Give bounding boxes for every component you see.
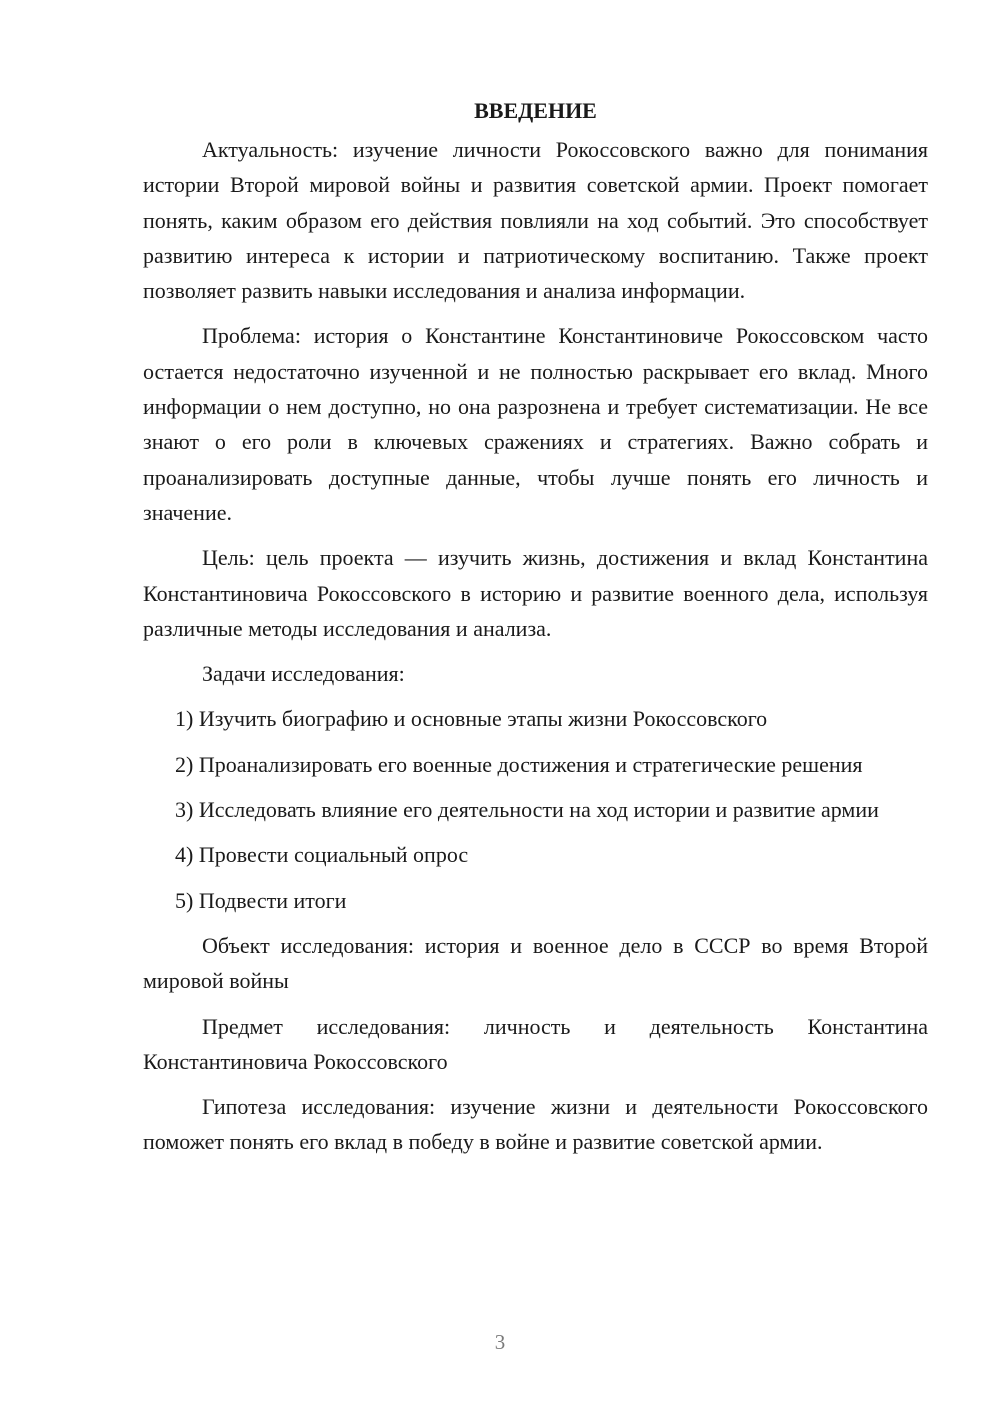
- paragraph-tasks-heading: Задачи исследования:: [202, 661, 405, 687]
- page-number: 3: [494, 1330, 506, 1354]
- paragraph-problem: Проблема: история о Константине Константиновиче Рокоссовском часто остается недостаточно изученной и не полностью раскрывает его вклад. Много информации о нем доступно, но она разрознена и требует систематизации. Не все знают о его роли в ключевых сражениях и стратегиях. Важно собрать и проанализировать доступные данные, чтобы лучше понять его личность и значение.: [143, 323, 928, 525]
- task-item-2: 2) Проанализировать его военные достижения и стратегические решения: [175, 751, 863, 777]
- document-page: [143, 93, 928, 1170]
- paragraph-relevance: Актуальность: изучение личности Рокоссовского важно для понимания истории Второй мировой войны и развития советской армии. Проект помогает понять, каким образом его действия повлияли на ход событий. Это способствует развитию интереса к истории и патриотическому воспитанию. Также проект позволяет развить навыки исследования и анализа информации.: [143, 137, 928, 304]
- paragraph-object: Объект исследования: история и военное дело в СССР во время Второй мировой войны: [143, 932, 928, 994]
- task-item-4: 4) Провести социальный опрос: [175, 842, 469, 868]
- page-title: ВВЕДЕНИЕ: [474, 98, 597, 123]
- task-item-5: 5) Подвести итоги: [175, 887, 347, 913]
- paragraph-goal: Цель: цель проекта — изучить жизнь, достижения и вклад Константина Константиновича Рокоссовского в историю и развитие военного дела, используя различные методы исследования и анализа.: [143, 545, 928, 641]
- task-item-3: 3) Исследовать влияние его деятельности на ход истории и развитие армии: [175, 797, 879, 823]
- task-item-1: 1) Изучить биографию и основные этапы жизни Рокоссовского: [175, 706, 768, 732]
- paragraph-hypothesis: Гипотеза исследования: изучение жизни и деятельности Рокоссовского поможет понять его вклад в победу в войне и развитие советской армии.: [143, 1094, 928, 1155]
- paragraph-subject: Предмет исследования: личность и деятельность Константина Константиновича Рокоссовского: [143, 1013, 928, 1074]
